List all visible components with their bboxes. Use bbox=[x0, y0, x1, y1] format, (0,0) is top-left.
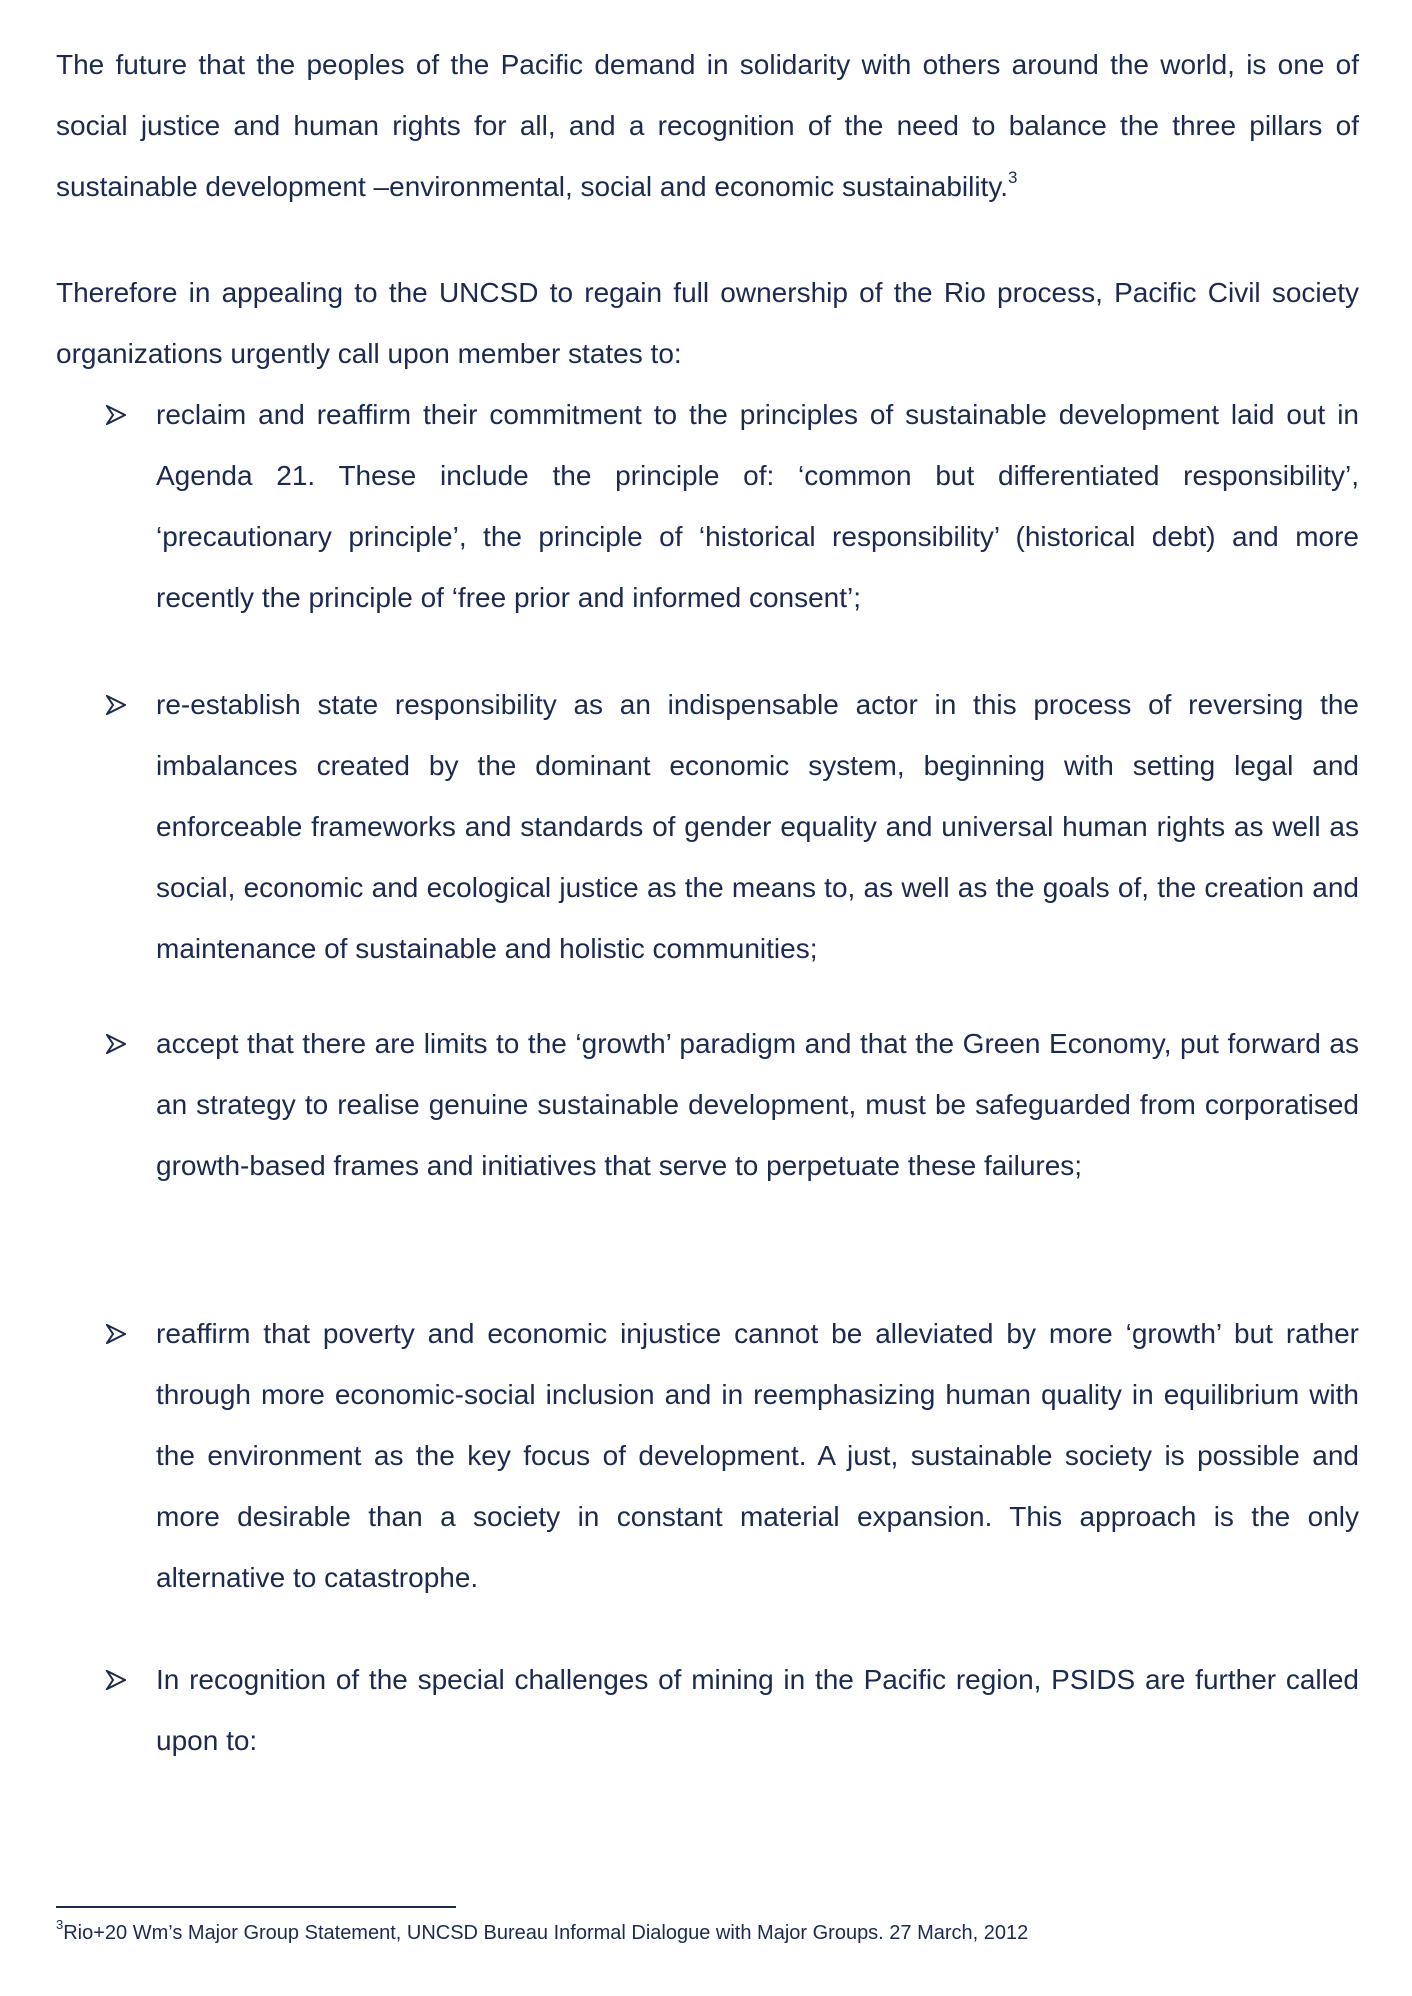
arrow-bullet-icon bbox=[106, 1013, 156, 1074]
arrow-bullet-icon bbox=[106, 384, 156, 445]
footnote-marker: 3 bbox=[56, 1917, 64, 1933]
list-item-text: reclaim and reaffirm their commitment to the principles of sustainable development laid out in Agenda 21. These include the principle of: ‘common but differentiated responsibility’, ‘precautionary principle’, the principle of ‘historical responsibility’ (historical debt) and more recently the principle of ‘free prior and informed consent’; bbox=[156, 399, 1359, 613]
intro-paragraph bbox=[56, 34, 1359, 217]
footnote-reference[interactable]: 3 bbox=[1008, 167, 1018, 187]
list-item bbox=[106, 1649, 1359, 1771]
footnote bbox=[56, 1918, 1359, 1948]
appeal-paragraph: Therefore in appealing to the UNCSD to regain full ownership of the Rio process, Pacific Civil society organizations urgently call upon member states to: bbox=[56, 277, 1359, 369]
arrow-bullet-icon bbox=[106, 1649, 156, 1710]
footnote-separator bbox=[56, 1906, 456, 1908]
intro-paragraph-text: The future that the peoples of the Pacific demand in solidarity with others around the world, is one of social justice and human rights for all, and a recognition of the need to balance the three pillars of sustainable development –environmental, social and economic sustainability. bbox=[56, 49, 1359, 202]
list-item bbox=[106, 1013, 1359, 1196]
arrow-bullet-icon bbox=[106, 1303, 156, 1364]
list-item-text: re-establish state responsibility as an indispensable actor in this process of reversing the imbalances created by the dominant economic system, beginning with setting legal and enforceable frameworks and standards of gender equality and universal human rights as well as social, economic and ecological justice as the means to, as well as the goals of, the creation and maintenance of sustainable and holistic communities; bbox=[156, 689, 1359, 964]
footnote-text: Rio+20 Wm’s Major Group Statement, UNCSD Bureau Informal Dialogue with Major Groups. 27 March, 2012 bbox=[63, 1922, 1029, 1944]
list-item-text: accept that there are limits to the ‘growth’ paradigm and that the Green Economy, put forward as an strategy to realise genuine sustainable development, must be safeguarded from corporatised growth-based frames and initiatives that serve to perpetuate these failures; bbox=[156, 1028, 1359, 1181]
list-item bbox=[106, 674, 1359, 979]
list-item bbox=[106, 384, 1359, 628]
list-item-text: reaffirm that poverty and economic injustice cannot be alleviated by more ‘growth’ but rather through more economic-social inclusion and in reemphasizing human quality in equilibrium with the environment as the key focus of development. A just, sustainable society is possible and more desirable than a society in constant material expansion. This approach is the only alternative to catastrophe. bbox=[156, 1318, 1359, 1593]
arrow-bullet-icon bbox=[106, 674, 156, 735]
list-item-text: In recognition of the special challenges of mining in the Pacific region, PSIDS are further called upon to: bbox=[156, 1664, 1359, 1756]
list-item bbox=[106, 1303, 1359, 1608]
